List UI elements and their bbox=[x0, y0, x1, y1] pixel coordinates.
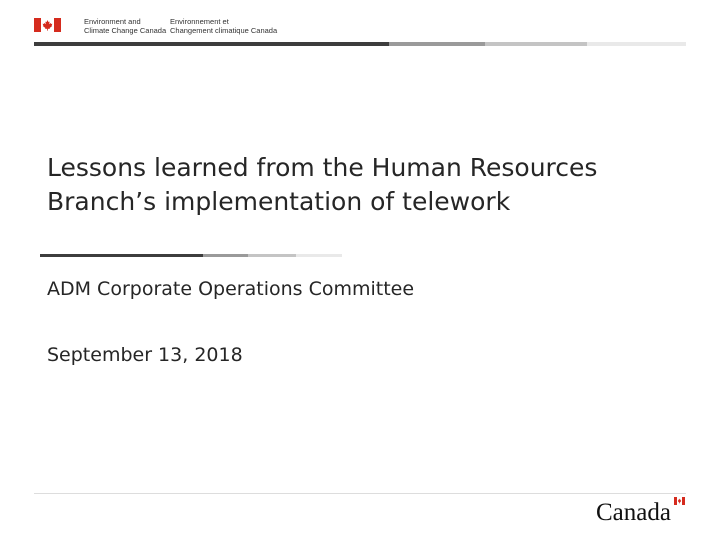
footer-rule bbox=[34, 493, 686, 494]
organization-name-english bbox=[84, 17, 166, 35]
canada-wordmark bbox=[596, 497, 688, 525]
header-bar-light bbox=[485, 42, 587, 46]
wordmark-text: Canada bbox=[596, 499, 671, 526]
org-en-line1: Environment and bbox=[84, 17, 141, 26]
government-header bbox=[34, 16, 694, 40]
header-bar-lightest bbox=[587, 42, 686, 46]
org-fr-line2: Changement climatique Canada bbox=[170, 26, 278, 35]
divider-bar-light bbox=[248, 254, 296, 257]
org-fr-line1: Environnement et bbox=[170, 17, 229, 26]
presentation-date: September 13, 2018 bbox=[47, 344, 243, 366]
header-bar-dark bbox=[34, 42, 389, 46]
divider-bar-lightest bbox=[296, 254, 342, 257]
committee-name: ADM Corporate Operations Committee bbox=[47, 278, 415, 300]
org-en-line2: Climate Change Canada bbox=[84, 26, 167, 35]
header-bar-mid bbox=[389, 42, 485, 46]
slide-title-line2: Branch’s implementation of telework bbox=[47, 187, 511, 216]
divider-bar-mid bbox=[203, 254, 248, 257]
canada-flag-icon bbox=[34, 18, 61, 32]
slide-title-line1: Lessons learned from the Human Resources bbox=[47, 153, 598, 182]
organization-name-french bbox=[170, 17, 277, 35]
slide-title bbox=[47, 151, 687, 219]
divider-bar-dark bbox=[40, 254, 203, 257]
canada-flag-icon bbox=[674, 497, 685, 505]
